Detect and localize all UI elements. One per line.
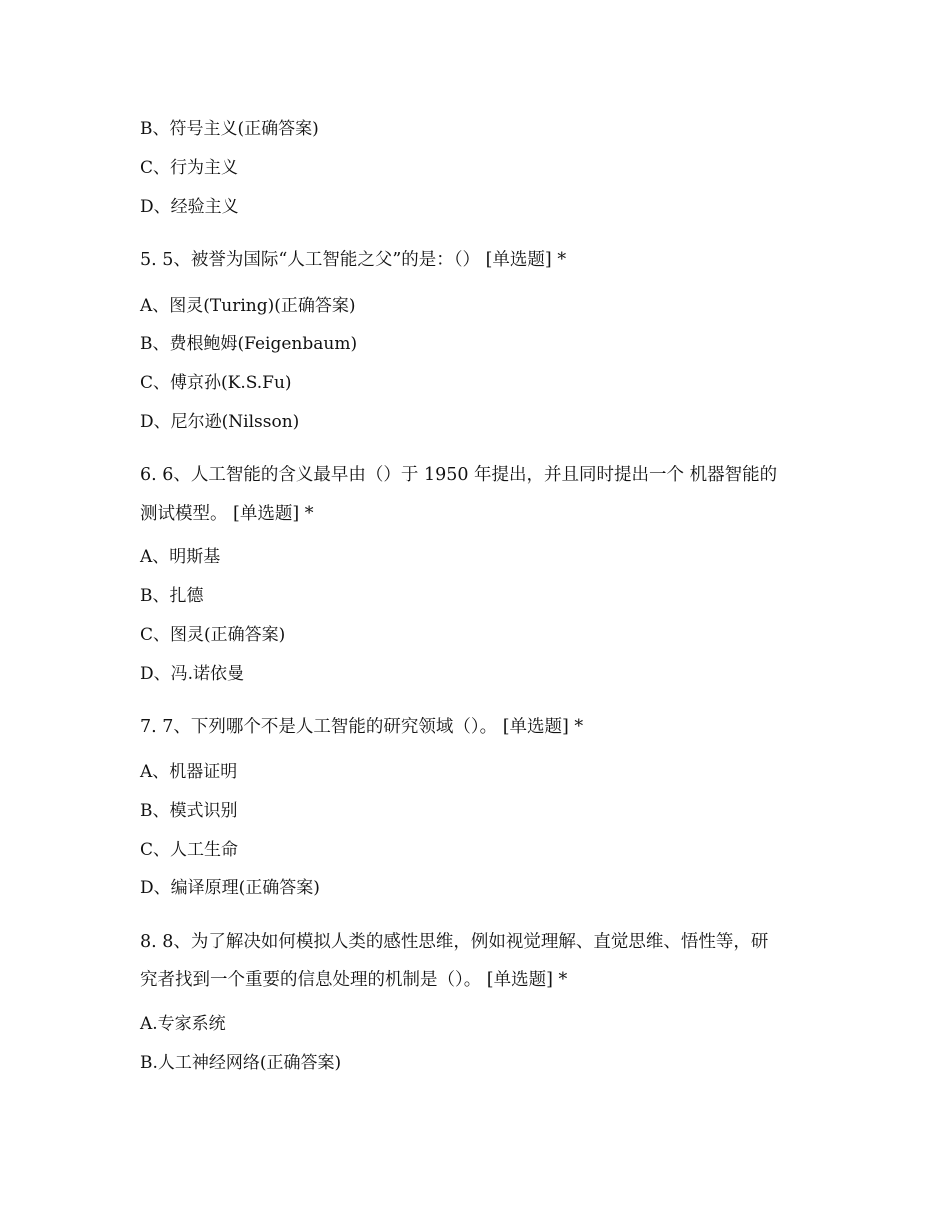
q5-option-c: C、傅京孙(K.S.Fu) bbox=[140, 373, 292, 393]
q7-option-c: C、人工生命 bbox=[140, 840, 239, 860]
q6-option-b: B、扎德 bbox=[140, 586, 204, 606]
q8-option-b: B.人工神经网络(正确答案) bbox=[140, 1053, 342, 1073]
q5-option-a: A、图灵(Turing)(正确答案) bbox=[140, 296, 356, 316]
q4-option-d: D、经验主义 bbox=[140, 197, 239, 217]
q6-question-line1: 6. 6、人工智能的含义最早由（）于 1950 年提出，并且同时提出一个 机器智能的 bbox=[140, 465, 778, 485]
q7-option-b: B、模式识别 bbox=[140, 801, 238, 821]
q4-option-b: B、符号主义(正确答案) bbox=[140, 119, 319, 139]
q8-question-line2: 究者找到一个重要的信息处理的机制是（）。 [单选题] * bbox=[140, 970, 568, 990]
q7-question: 7. 7、下列哪个不是人工智能的研究领域（）。 [单选题] * bbox=[140, 717, 584, 737]
q8-option-a: A.专家系统 bbox=[140, 1014, 226, 1034]
q7-option-a: A、机器证明 bbox=[140, 762, 238, 782]
q6-option-a: A、明斯基 bbox=[140, 547, 221, 567]
q5-option-d: D、尼尔逊(Nilsson) bbox=[140, 412, 300, 432]
q6-option-d: D、冯.诺依曼 bbox=[140, 664, 245, 684]
q6-option-c: C、图灵(正确答案) bbox=[140, 625, 286, 645]
q6-question-line2: 测试模型。 [单选题] * bbox=[140, 504, 314, 524]
q4-option-c: C、行为主义 bbox=[140, 158, 239, 178]
q7-option-d: D、编译原理(正确答案) bbox=[140, 878, 320, 898]
q5-option-b: B、费根鲍姆(Feigenbaum) bbox=[140, 334, 358, 354]
q5-question: 5. 5、被誉为国际“人工智能之父”的是：（） [单选题] * bbox=[140, 250, 567, 270]
q8-question-line1: 8. 8、为了解决如何模拟人类的感性思维，例如视觉理解、直觉思维、悟性等，研 bbox=[140, 932, 769, 952]
